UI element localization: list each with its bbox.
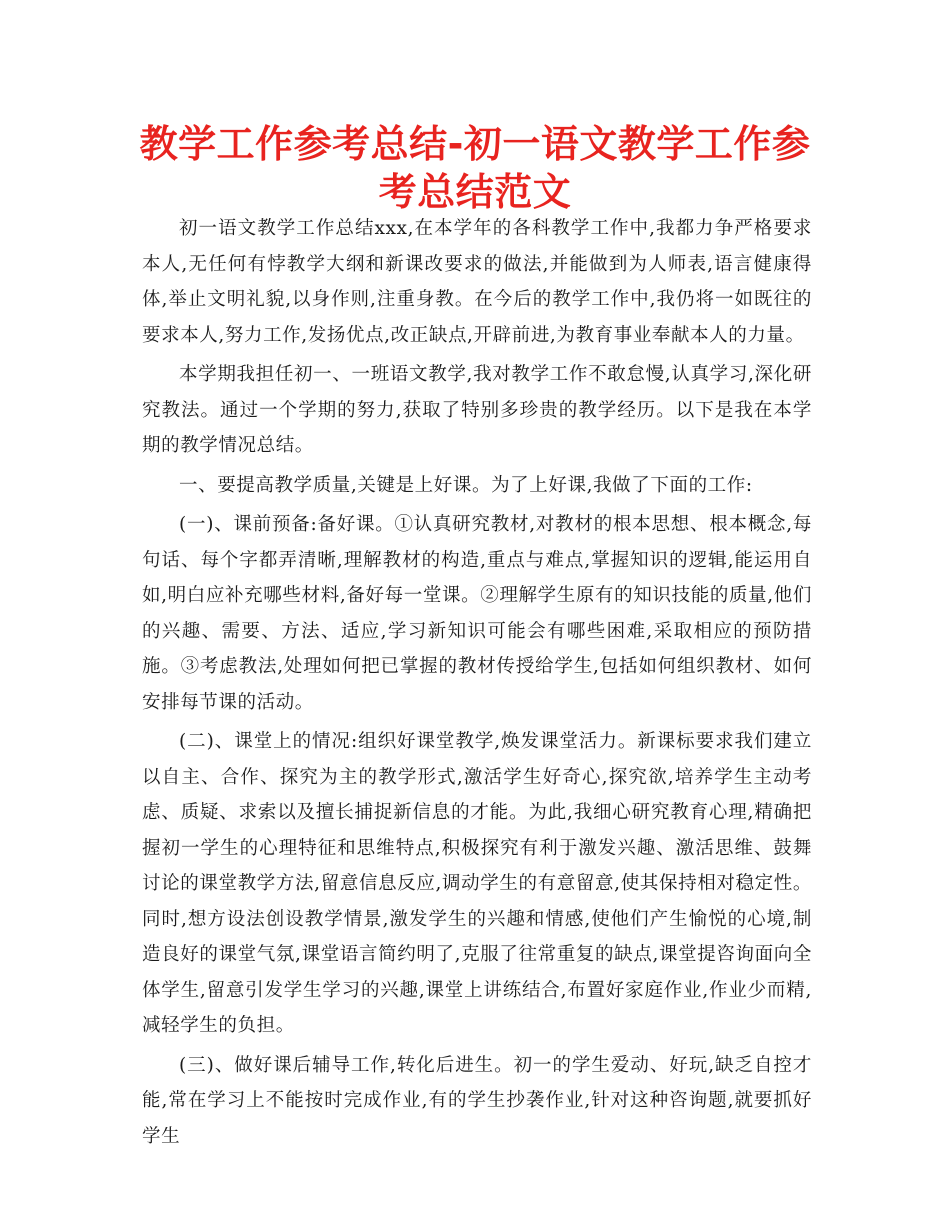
document-body [142, 211, 812, 1158]
paragraph-classroom: (二)、课堂上的情况:组织好课堂教学,焕发课堂活力。新课标要求我们建立以自主、合作、探究为主的教学形式,激活学生好奇心,探究欲,培养学生主动考虑、质疑、求索以及擅长捕捉新信息的才能。为此,我细心研究教育心理,精确把握初一学生的心理特征和思维特点,积极探究有利于激发兴趣、激活思维、鼓舞讨论的课堂教学方法,留意信息反应,调动学生的有意留意,使其保持相对稳定性。同时,想方设法创设教学情景,激发学生的兴趣和情感,使他们产生愉悦的心境,制造良好的课堂气氛,课堂语言简约明了,克服了往常重复的缺点,课堂提咨询面向全体学生,留意引发学生学习的兴趣,课堂上讲练结合,布置好家庭作业,作业少而精,减轻学生的负担。 [142, 731, 812, 1036]
paragraph-semester: 本学期我担任初一、一班语文教学,我对教学工作不敢怠慢,认真学习,深化研究教法。通过一个学期的努力,获取了特别多珍贵的教学经历。以下是我在本学期的教学情况总结。 [142, 364, 812, 456]
document-title: 教学工作参考总结-初一语文教学工作参考总结范文 [139, 122, 811, 214]
paragraph-intro: 初一语文教学工作总结xxx,在本学年的各科教学工作中,我都力争严格要求本人,无任何有悖教学大纲和新课改要求的做法,并能做到为人师表,语言健康得体,举止文明礼貌,以身作则,注重身教。在今后的教学工作中,我仍将一如既往的要求本人,努力工作,发扬优点,改正缺点,开辟前进,为教育事业奉献本人的力量。 [142, 218, 812, 346]
paragraph-section-one-heading: 一、要提高教学质量,关键是上好课。为了上好课,我做了下面的工作: [179, 474, 753, 496]
paragraph-after-class: (三)、做好课后辅导工作,转化后进生。初一的学生爱动、好玩,缺乏自控才能,常在学习上不能按时完成作业,有的学生抄袭作业,针对这种咨询题,就要抓好学生 [142, 1054, 812, 1147]
paragraph-lesson-prep: (一)、课前预备:备好课。①认真研究教材,对教材的根本思想、根本概念,每句话、每个字都弄清晰,理解教材的构造,重点与难点,掌握知识的逻辑,能运用自如,明白应补充哪些材料,备好每一堂课。②理解学生原有的知识技能的质量,他们的兴趣、需要、方法、适应,学习新知识可能会有哪些困难,采取相应的预防措施。③考虑教法,处理如何把已掌握的教材传授给学生,包括如何组织教材、如何安排每节课的活动。 [142, 514, 812, 713]
